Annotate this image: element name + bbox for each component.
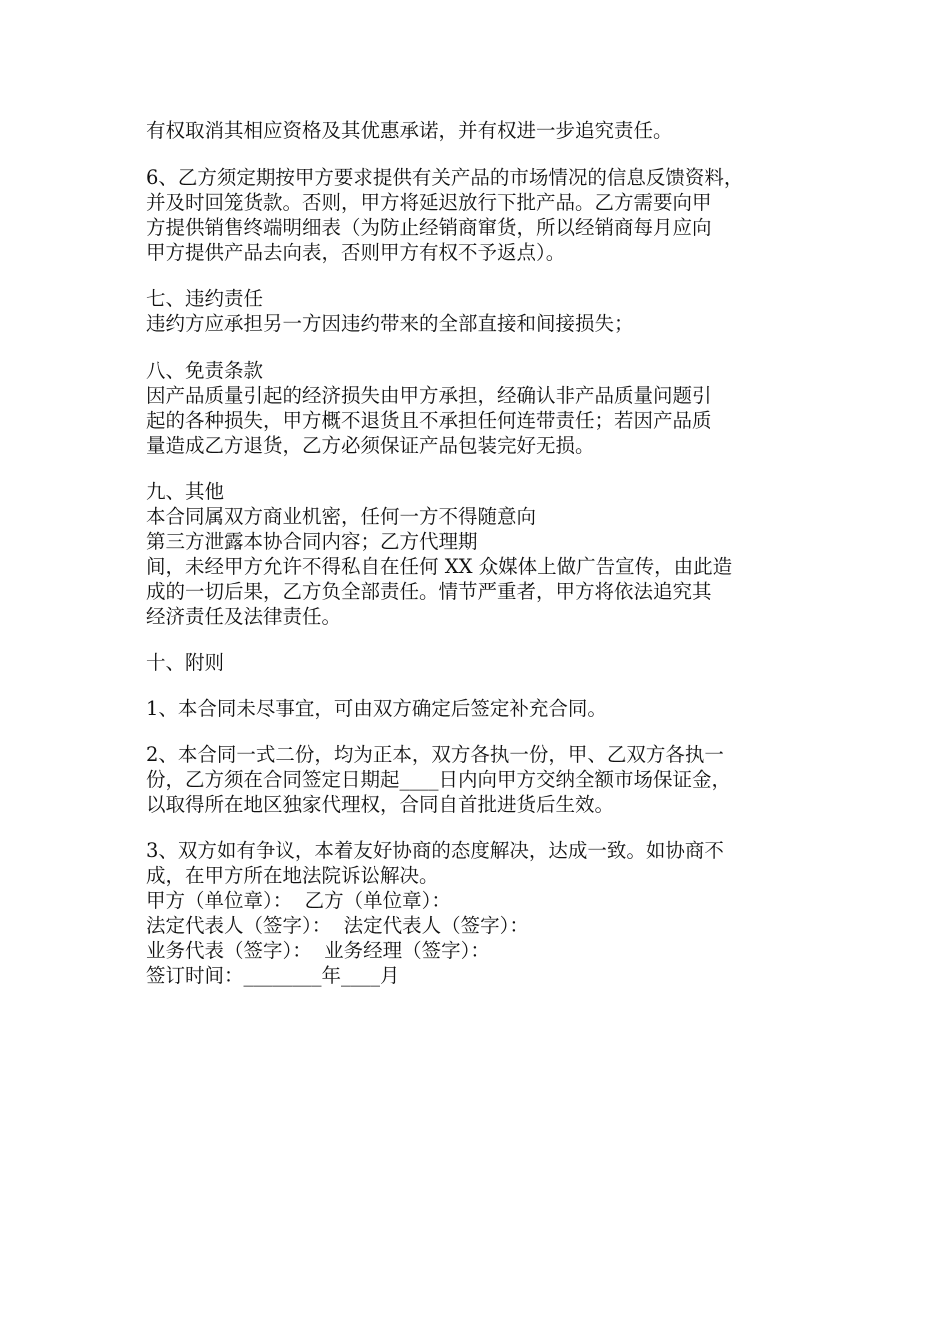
text-line: 起的各种损失，甲方概不退货且不承担任何连带责任；若因产品质 [146, 408, 712, 432]
section-9-other [146, 479, 826, 629]
text-line: 6、乙方须定期按甲方要求提供有关产品的市场情况的信息反馈资料， [146, 165, 744, 189]
section-10-supplementary [146, 650, 826, 675]
section-heading: 九、其他 [146, 480, 225, 503]
text-line: 违约方应承担另一方因违约带来的全部直接和间接损失； [146, 312, 634, 335]
text-line: 经济责任及法律责任。 [146, 605, 342, 628]
clause-3-and-signatures [146, 838, 826, 988]
text-line: 以取得所在地区独家代理权，合同自首批进货后生效。 [146, 793, 615, 816]
paragraph-intro [146, 118, 826, 143]
clause-2 [146, 742, 826, 817]
text-line: 成，在甲方所在地法院诉讼解决。 [146, 864, 439, 887]
signing-date-line: 签订时间：________年____月 [146, 964, 400, 987]
section-7-breach-liability [146, 286, 826, 336]
text-line: 份，乙方须在合同签定日期起____日内向甲方交纳全额市场保证金， [146, 768, 732, 791]
section-heading: 七、违约责任 [146, 287, 264, 310]
section-heading: 八、免责条款 [146, 358, 264, 382]
text-line: 有权取消其相应资格及其优惠承诺，并有权进一步追究责任。 [146, 119, 673, 142]
text-line: 间，未经甲方允许不得私自在任何 XX 众媒体上做广告宣传，由此造 [146, 555, 733, 578]
text-line: 量造成乙方退货，乙方必须保证产品包装完好无损。 [146, 433, 595, 457]
signature-line-legal-representative: 法定代表人（签字）： 法定代表人（签字）： [146, 914, 529, 937]
text-line: 成的一切后果，乙方负全部责任。情节严重者，甲方将依法追究其 [146, 580, 712, 603]
text-line: 因产品质量引起的经济损失由甲方承担，经确认非产品质量问题引 [146, 383, 712, 407]
text-line: 并及时回笼货款。否则，甲方将延迟放行下批产品。乙方需要向甲 [146, 190, 712, 214]
clause-1 [146, 696, 826, 721]
text-line: 1、本合同未尽事宜，可由双方确定后签定补充合同。 [146, 697, 607, 720]
text-line: 方提供销售终端明细表（为防止经销商窜货，所以经销商每月应向 [146, 215, 712, 239]
signature-line-party-a-b: 甲方（单位章）： 乙方（单位章）： [146, 889, 451, 912]
signature-line-business-representative: 业务代表（签字）： 业务经理（签字）： [146, 939, 490, 962]
paragraph-item-6 [146, 165, 826, 265]
section-heading: 十、附则 [146, 651, 225, 674]
text-line: 第三方泄露本协合同内容；乙方代理期 [146, 530, 478, 553]
text-line: 本合同属双方商业机密，任何一方不得随意向 [146, 505, 537, 528]
section-8-disclaimer [146, 358, 826, 458]
text-line: 2、本合同一式二份，均为正本，双方各执一份，甲、乙双方各执一 [146, 743, 724, 766]
text-line: 甲方提供产品去向表，否则甲方有权不予返点）。 [146, 240, 566, 264]
text-line: 3、双方如有争议，本着友好协商的态度解决，达成一致。如协商不 [146, 839, 724, 862]
document-page [146, 118, 826, 988]
